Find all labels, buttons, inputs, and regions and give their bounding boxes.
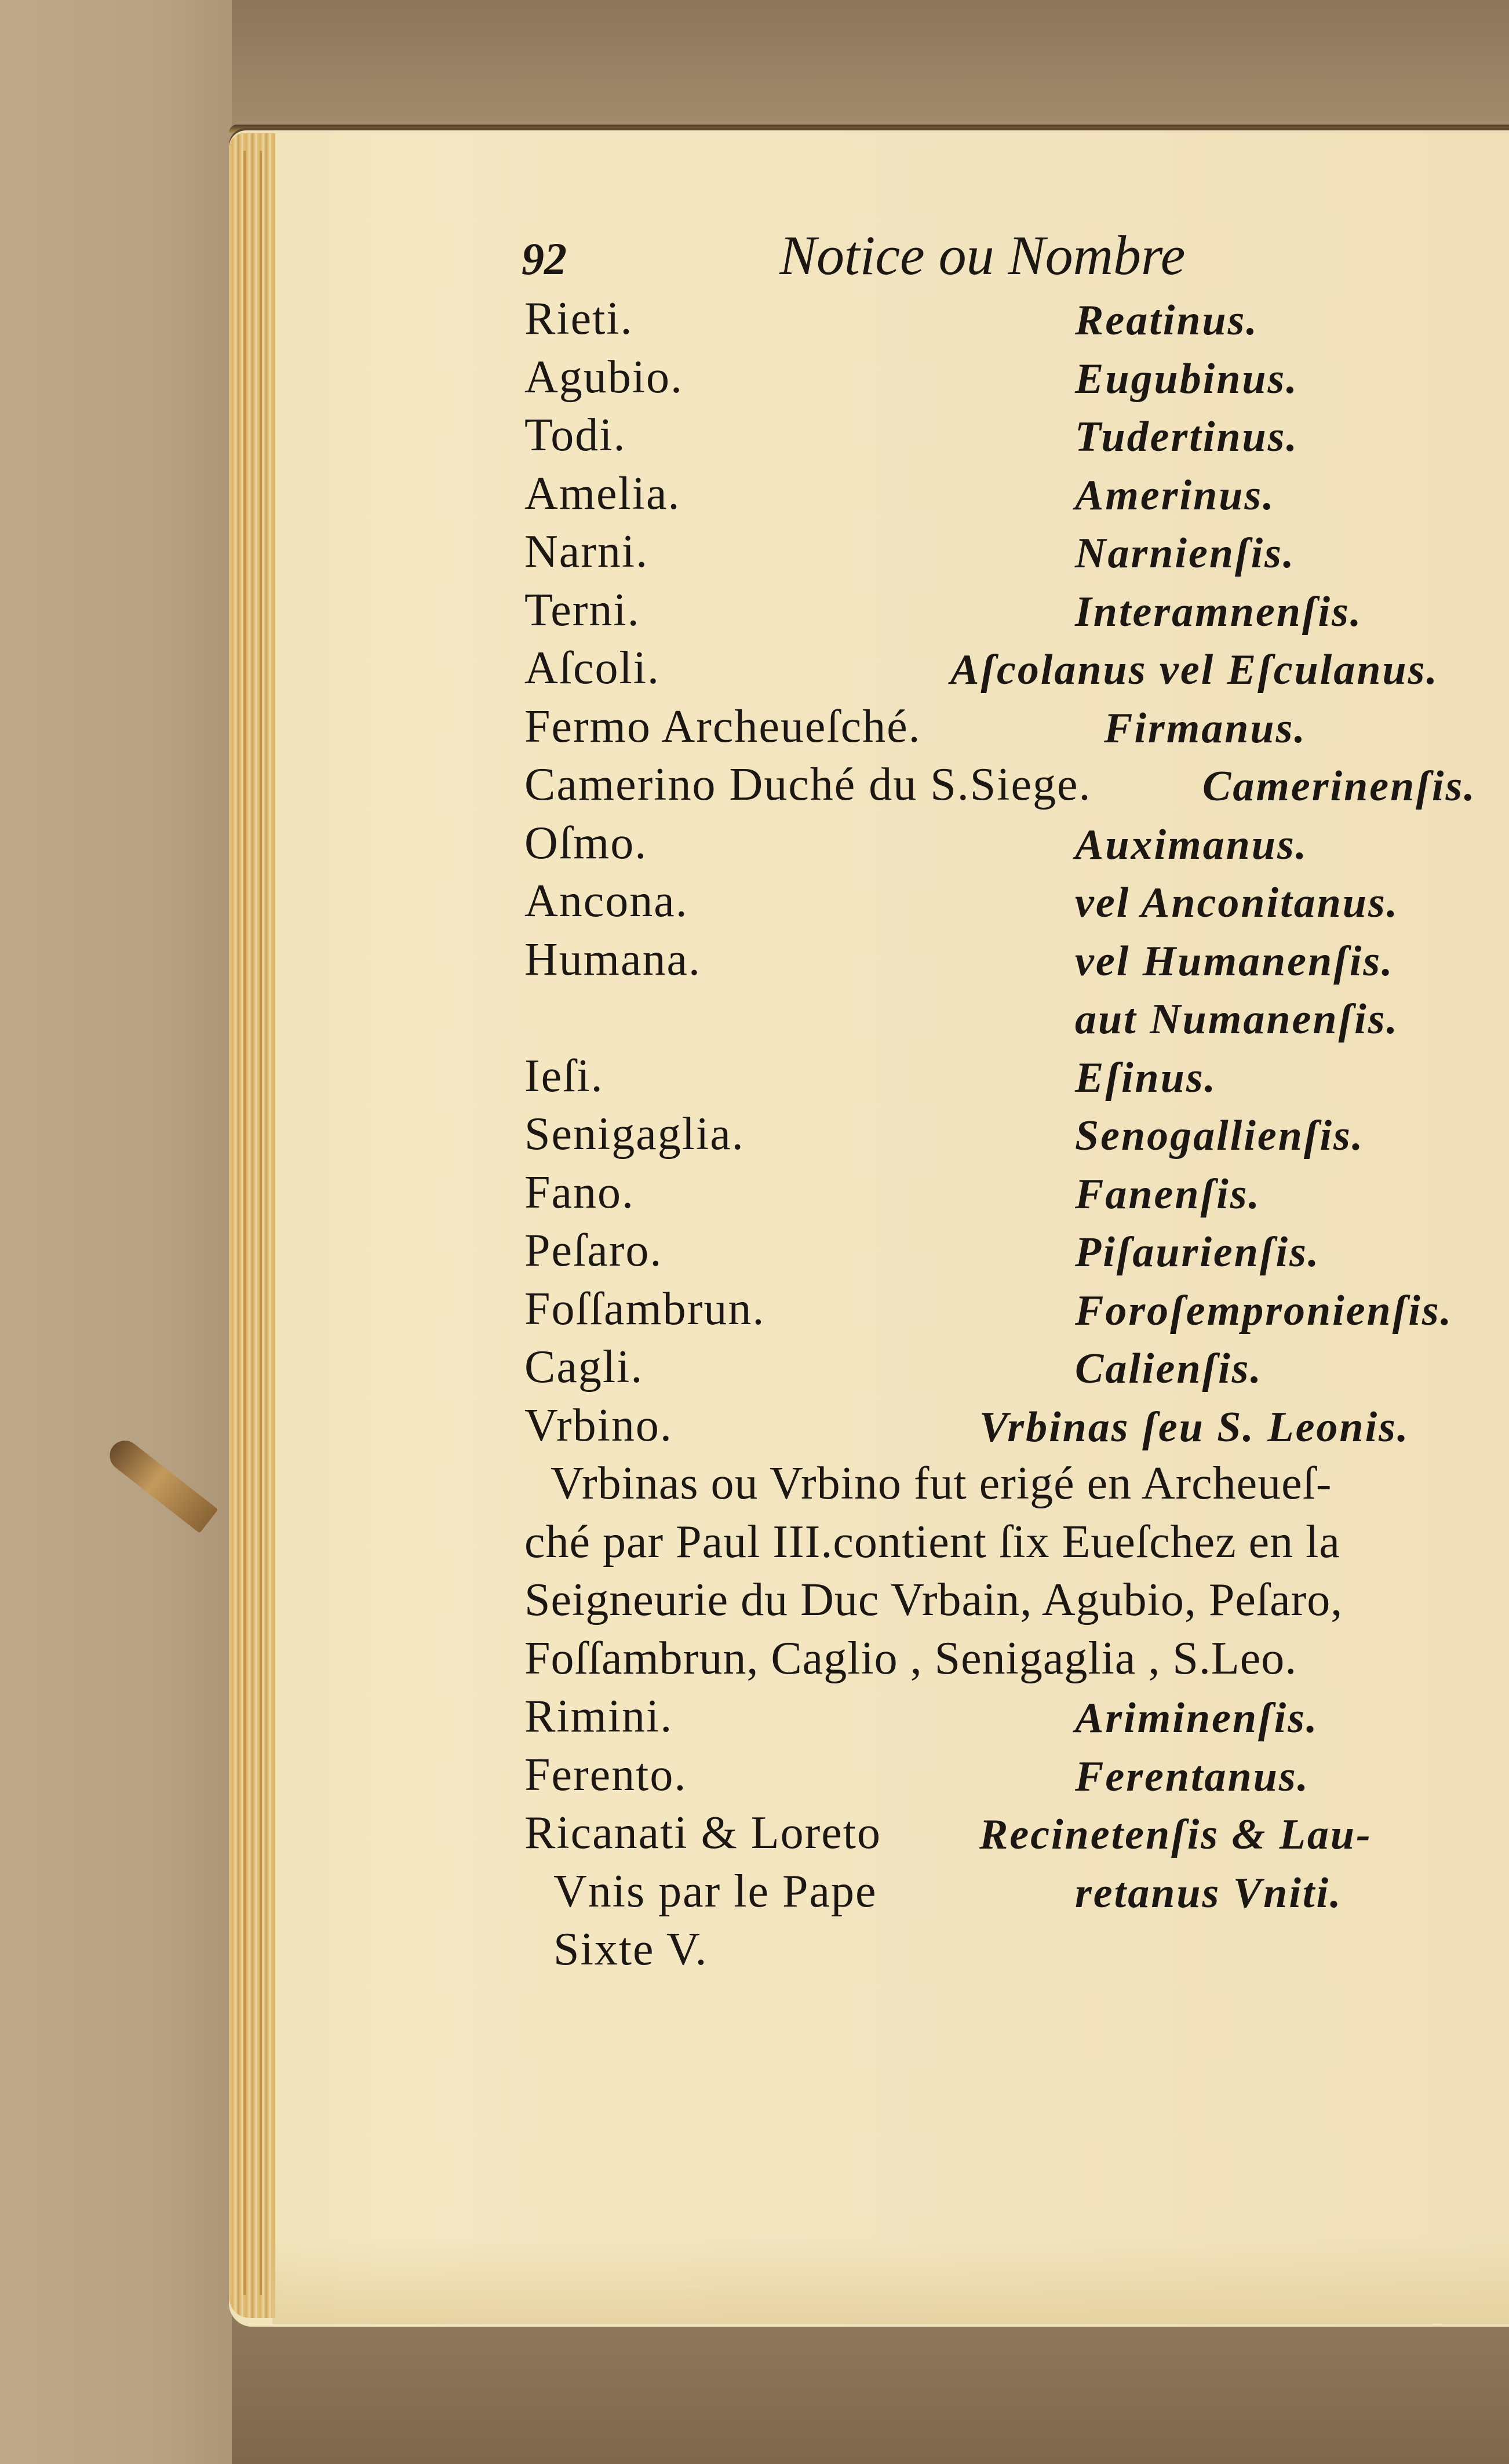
place-name-french: Rimini. (524, 1691, 673, 1742)
paragraph-line: Foſſambrun, Caglio , Senigaglia , S.Leo. (524, 1632, 1297, 1684)
place-name-latin: Narnienſis. (1075, 530, 1296, 577)
place-name-latin: Foroſempronienſis. (1075, 1286, 1453, 1335)
place-name-french: Sixte V. (553, 1924, 708, 1975)
place-name-french: Peſaro. (524, 1225, 663, 1276)
paragraph-line: ché par Paul III.contient ſix Eueſchez en la (524, 1516, 1340, 1568)
place-name-french: Narni. (524, 526, 649, 577)
paragraph-line: Vrbinas ou Vrbino fut erigé en Archeueſ- (551, 1458, 1332, 1509)
place-name-latin: Auximanus. (1075, 821, 1308, 869)
place-name-french: Ricanati & Loreto (524, 1807, 882, 1858)
place-name-french: Foſſambrun. (524, 1283, 766, 1335)
place-name-french: Rieti. (524, 293, 633, 344)
place-name-latin: Eſinus. (1075, 1054, 1218, 1102)
place-name-french: Cagli. (524, 1342, 644, 1393)
paragraph-line: Seigneurie du Duc Vrbain, Agubio, Peſaro, (524, 1574, 1343, 1625)
place-name-latin: Fanenſis. (1075, 1170, 1262, 1218)
page-number: 92 (522, 234, 567, 284)
place-name-french: Aſcoli. (524, 643, 660, 694)
place-name-french: Vnis par le Pape (553, 1865, 877, 1917)
place-name-french: Ancona. (524, 876, 688, 927)
place-name-french: Agubio. (524, 351, 683, 403)
place-name-french: Oſmo. (524, 817, 648, 869)
place-name-french: Camerino Duché du S.Siege. (524, 759, 1092, 810)
place-name-latin: retanus Vniti. (1075, 1869, 1343, 1917)
place-name-french: Fano. (524, 1167, 635, 1218)
place-name-french: Terni. (524, 584, 640, 636)
place-name-latin: Vrbinas ſeu S. Leonis. (979, 1403, 1410, 1451)
place-name-french: Amelia. (524, 468, 681, 519)
page-edge-line (260, 151, 262, 2295)
place-name-latin: Aſcolanus vel Eſculanus. (950, 646, 1439, 694)
place-name-french: Ieſi. (524, 1050, 604, 1102)
running-title: Notice ou Nombre (779, 224, 1186, 286)
place-name-french: Humana. (524, 934, 702, 985)
place-name-latin: Firmanus. (1104, 704, 1307, 752)
place-name-latin: Recinetenſis & Lau- (979, 1811, 1372, 1858)
place-name-french: Senigaglia. (524, 1109, 745, 1160)
place-name-latin: Eugubinus. (1075, 355, 1299, 403)
place-name-french: Vrbino. (524, 1399, 673, 1451)
place-name-latin: Tudertinus. (1075, 413, 1299, 461)
place-name-latin: Ariminenſis. (1075, 1694, 1319, 1742)
background-surface (0, 0, 232, 2464)
place-name-french: Ferento. (524, 1749, 687, 1800)
place-name-latin: aut Numanenſis. (1075, 996, 1399, 1043)
page-edge-line (243, 151, 246, 2295)
place-name-latin: Reatinus. (1075, 297, 1259, 344)
place-name-latin: Ferentanus. (1075, 1752, 1310, 1800)
place-name-latin: vel Anconitanus. (1075, 879, 1399, 927)
page-fore-edge (229, 133, 275, 2318)
place-name-latin: Camerinenſis. (1202, 763, 1477, 810)
place-name-french: Fermo Archeueſché. (524, 701, 921, 752)
place-name-latin: Calienſis. (1075, 1345, 1263, 1393)
place-name-latin: Piſaurienſis. (1075, 1229, 1321, 1276)
place-name-latin: Amerinus. (1075, 471, 1275, 519)
place-name-latin: vel Humanenſis. (1075, 937, 1394, 985)
page-bottom-shade (272, 2237, 1509, 2324)
place-name-french: Todi. (524, 410, 626, 461)
place-name-latin: Interamnenſis. (1075, 588, 1363, 636)
place-name-latin: Senogallienſis. (1075, 1112, 1365, 1160)
